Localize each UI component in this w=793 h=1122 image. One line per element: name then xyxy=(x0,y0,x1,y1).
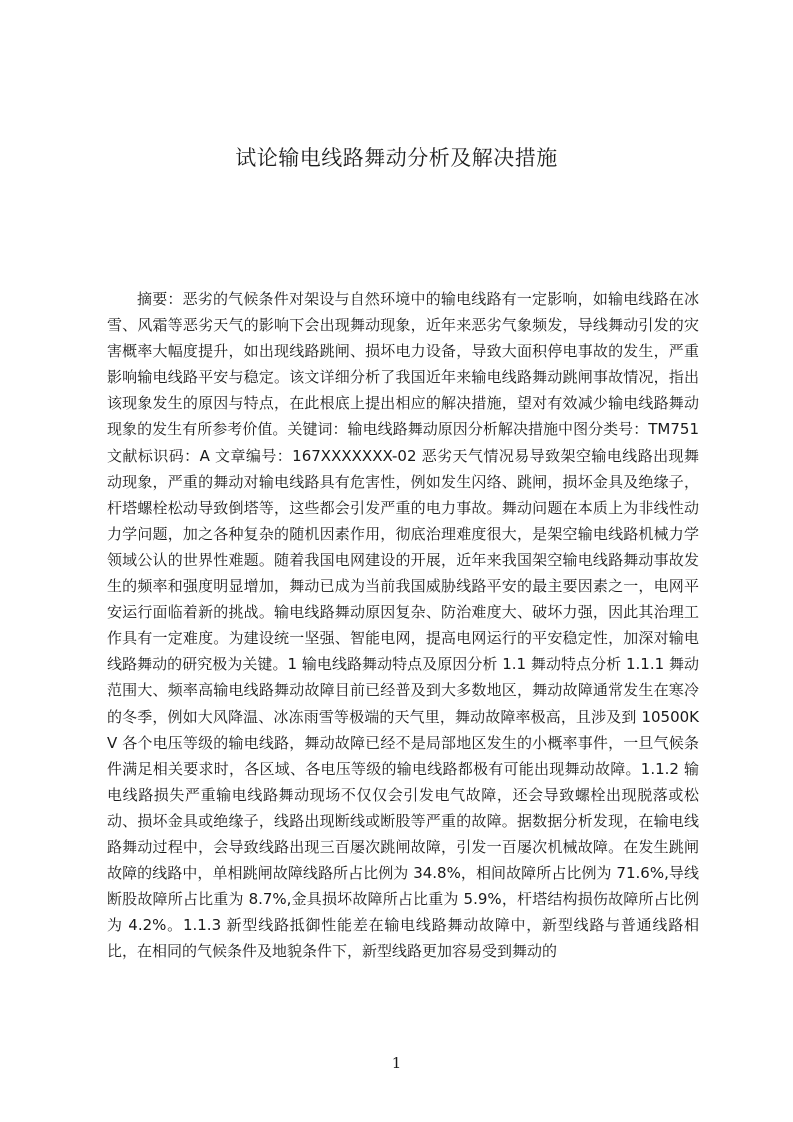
document-title: 试论输电线路舞动分析及解决措施 xyxy=(235,146,558,170)
page-number: 1 xyxy=(391,1054,402,1072)
document-body-paragraph: 摘要：恶劣的气候条件对架设与自然环境中的输电线路有一定影响，如输电线路在冰雪、风霜等恶劣天气的影响下会出现舞动现象，近年来恶劣气象频发，导线舞动引发的灾害概率大幅度提升，如出现线路跳闸、损坏电力设备，导致大面积停电事故的发生，严重影响输电线路平安与稳定。该文详细分析了我国近年来输电线路舞动跳闸事故情况，指出该现象发生的原因与特点，在此根底上提出相应的解决措施，望对有效减少输电线路舞动现象的发生有所参考价值。关键词：输电线路舞动原因分析解决措施中图分类号：TM751 文献标识码：A 文章编号：167XXXXXXX-02 恶劣天气情况易导致架空输电线路出现舞动现象，严重的舞动对输电线路具有危害性，例如发生闪络、跳闸，损坏金具及绝缘子，杆塔螺栓松动导致倒塔等，这些都会引发严重的电力事故。舞动问题在本质上为非线性动力学问题，加之各种复杂的随机因素作用，彻底治理难度很大，是架空输电线路机械力学领域公认的世界性难题。随着我国电网建设的开展，近年来我国架空输电线路舞动事故发生的频率和强度明显增加，舞动已成为当前我国威胁线路平安的最主要因素之一，电网平安运行面临着新的挑战。输电线路舞动原因复杂、防治难度大、破坏力强，因此其治理工作具有一定难度。为建设统一坚强、智能电网，提高电网运行的平安稳定性，加深对输电线路舞动的研究极为关键。1 输电线路舞动特点及原因分析 1.1 舞动特点分析 1.1.1 舞动范围大、频率高输电线路舞动故障目前已经普及到大多数地区，舞动故障通常发生在寒冷的冬季，例如大风降温、冰冻雨雪等极端的天气里，舞动故障率极高，且涉及到 10500KV 各个电压等级的输电线路，舞动故障已经不是局部地区发生的小概率事件，一旦气候条件满足相关要求时，各区域、各电压等级的输电线路都极有可能出现舞动故障。1.1.2 输电线路损失严重输电线路舞动现场不仅仅会引发电气故障，还会导致螺栓出现脱落或松动、损坏金具或绝缘子，线路出现断线或断股等严重的故障。据数据分析发现，在输电线路舞动过程中，会导致线路出现三百屡次跳闸故障，引发一百屡次机械故障。在发生跳闸故障的线路中，单相跳闸故障线路所占比例为 34.8%，相间故障所占比例为 71.6%,导线断股故障所占比重为 8.7%,金具损坏故障所占比重为 5.9%，杆塔结构损伤故障所占比例为 4.2%。1.1.3 新型线路抵御性能差在输电线路舞动故障中，新型线路与普通线路相比，在相同的气候条件及地貌条件下，新型线路更加容易受到舞动的 xyxy=(107,290,699,961)
